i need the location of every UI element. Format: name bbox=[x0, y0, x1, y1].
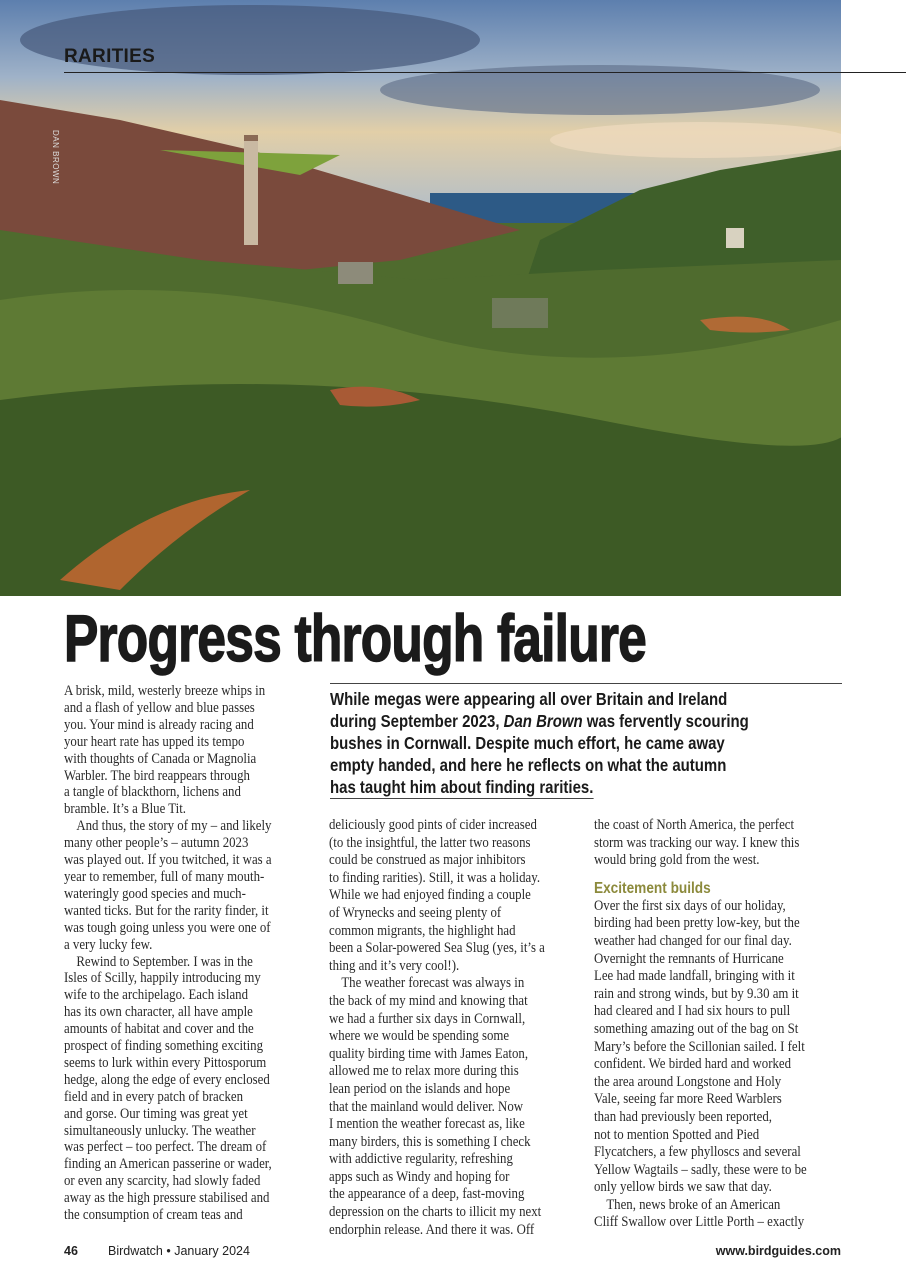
headline: Progress through failure bbox=[64, 601, 646, 675]
paragraph: deliciously good pints of cider increased (to the insightful, the latter two reasons could be construed as major inhibitors to finding rarities). Still, it was a holiday. While we had enjoyed finding a couple of Wrynecks and seeing plenty of common migrants, the highlight had been a Solar-powered Sea Slug (yes, it’s a thing and it’s very cool!). bbox=[329, 817, 545, 974]
body-column-1 bbox=[64, 683, 272, 1224]
paragraph: The weather forecast was always in the back of my mind and knowing that we had a further six days in Cornwall, where we would be spending some quality birding time with James Eaton, allowed me to relax more during this lean period on the islands and hope that the mainland would deliver. Now I mention the weather forecast as, like many birders, this is something I check with addictive regularity, refreshing apps such as Windy and hoping for the appearance of a deep, fast-moving depression on the charts to illicit my next endorphin release. And there it was. Off bbox=[329, 975, 542, 1238]
section-rule bbox=[64, 72, 906, 73]
paragraph: Rewind to September. I was in the Isles of Scilly, happily introducing my wife to the archipelago. Each island has its own character, all have ample amounts of habitat and cover and the prospect of finding something exciting seems to lurk within every Pittosporum hedge, along the edge of every enclosed field and in every patch of bracken and gorse. Our timing was great yet simultaneously unlucky. The weather was perfect – too perfect. The dream of finding an American passerine or wader, or even any scarcity, had slowly faded away as the high pressure stabilised and the consumption of cream teas and bbox=[64, 953, 272, 1224]
paragraph: Then, news broke of an American Cliff Swallow over Little Porth – exactly bbox=[594, 1196, 805, 1231]
author-name: Dan Brown bbox=[503, 711, 583, 731]
publication-date: Birdwatch • January 2024 bbox=[108, 1244, 250, 1258]
paragraph: Over the first six days of our holiday, birding had been pretty low-key, but the weather had changed for our final day. Overnight the remnants of Hurricane Lee had made landfall, bringing with it rain and strong winds, but by 9.30 am it had cleared and I had six hours to pull something amazing out of the bag on St Mary’s before the Scillonian sailed. I felt confident. We birded hard and worked the area around Longstone and Holy Vale, seeing far more Reed Warblers than had previously been reported, not to mention Spotted and Pied Flycatchers, a few phylloscs and several Yellow Wagtails – sadly, these were to be only yellow birds we saw that day. bbox=[594, 897, 807, 1196]
standfirst bbox=[330, 683, 842, 799]
section-label: RARITIES bbox=[64, 46, 156, 67]
landscape-illustration bbox=[0, 0, 841, 596]
website-link[interactable]: www.birdguides.com bbox=[715, 1244, 841, 1258]
paragraph: A brisk, mild, westerly breeze whips in and a flash of yellow and blue passes you. Your mind is already racing and your heart rate has upped its tempo with thoughts of Canada or Magnolia Warbler. The bird reappears through a tangle of blackthorn, lichens and bramble. It’s a Blue Tit. bbox=[64, 683, 266, 818]
photo-credit: DAN BROWN bbox=[51, 130, 60, 185]
body-column-2 bbox=[329, 817, 545, 1239]
body-column-3 bbox=[594, 817, 807, 1232]
standfirst-text-cont: was fervently scouring bushes in Cornwall. Despite much effort, he came away empty handed, and here he reflects on what the autumn bbox=[330, 711, 749, 775]
standfirst-text: While megas were appearing all over Britain and Ireland during September 2023, bbox=[330, 689, 728, 731]
paragraph: And thus, the story of my – and likely many other people’s – autumn 2023 was played out. If you twitched, it was a year to remember, full of many mouth- wateringly good species and much- wanted ticks. But for the rarity finder, it was tough going unless you were one of a very lucky few. bbox=[64, 818, 272, 953]
standfirst-last-line: has taught him about finding rarities. bbox=[330, 777, 594, 797]
subheading: Excitement builds bbox=[594, 879, 711, 897]
hero-photo-cornwall-valley bbox=[0, 0, 841, 596]
page-number: 46 bbox=[64, 1244, 78, 1258]
paragraph: the coast of North America, the perfect storm was tracking our way. I knew this would bring gold from the west. bbox=[594, 817, 800, 869]
